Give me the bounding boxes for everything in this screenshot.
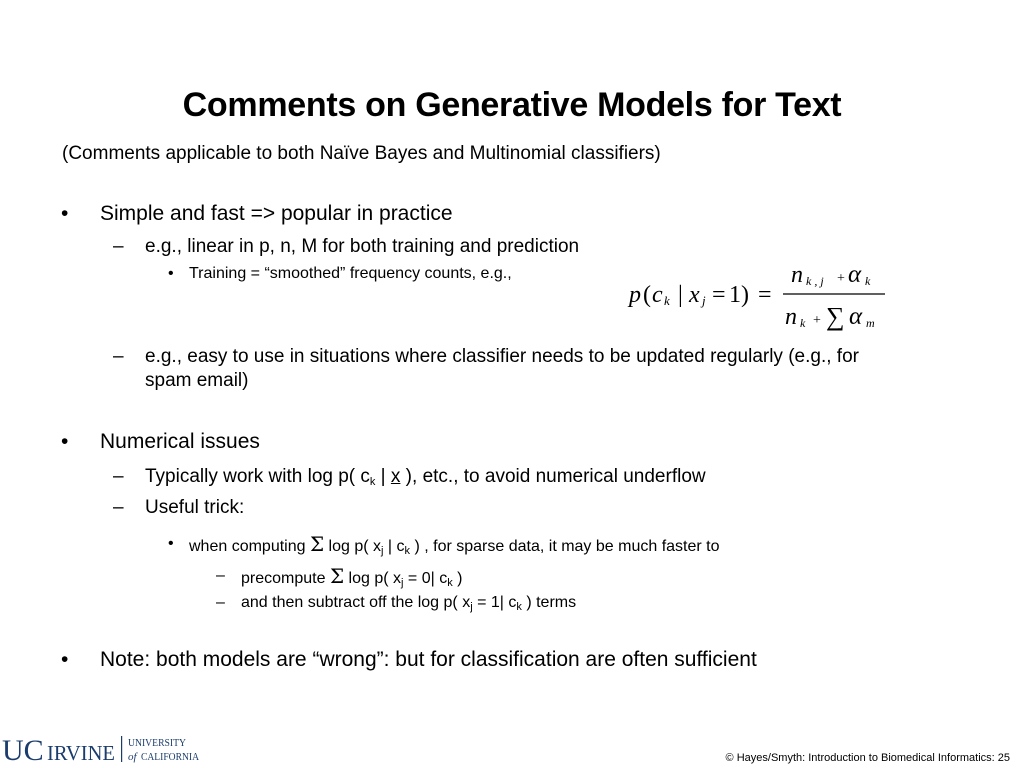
formula-one: 1 <box>729 282 741 308</box>
logo-divider <box>121 736 122 762</box>
formula-open-paren: ( <box>643 282 651 308</box>
formula-close-paren: ) <box>741 282 749 308</box>
smoothed-probability-formula <box>625 258 890 333</box>
logo-california: CALIFORNIA <box>141 751 200 763</box>
bullet-dot: • <box>61 202 69 225</box>
sigma-symbol: Σ <box>309 532 325 556</box>
bullet-text: Simple and fast => popular in practice <box>100 202 453 225</box>
sigma-symbol: Σ <box>329 564 345 588</box>
formula-k-subscript: k <box>664 293 670 308</box>
numerator-plus: + <box>837 271 845 286</box>
subbullet-text-line1: e.g., easy to use in situations where classifier needs to be updated regularly (e.g., for <box>145 346 859 367</box>
subbullet-text-line2: spam email) <box>145 370 249 391</box>
denominator-alpha: α <box>849 303 863 330</box>
formula-equals: = <box>758 282 772 308</box>
slide-title: Comments on Generative Models for Text <box>182 86 842 124</box>
subsubbullet-text: Training = “smoothed” frequency counts, e.g., <box>189 265 512 282</box>
denominator-n: n <box>785 304 797 330</box>
formula-j-subscript: j <box>702 293 706 308</box>
level4-text: and then subtract off the log p( $x_j = 1|$ $c_k$ ) terms <box>241 594 577 613</box>
subsubbullet-text: when computing Σ log p( $x_j$ | $c_k$ ) , for sparse data, it may be much faster to <box>189 532 720 557</box>
logo-irvine: IRVINE <box>47 741 115 765</box>
denominator-sum: ∑ <box>826 302 845 331</box>
bullet-dot: • <box>61 430 69 453</box>
subbullet-text: Useful trick: <box>145 497 245 518</box>
numerator-k-subscript: k <box>865 274 871 288</box>
formula-c: c <box>652 282 663 308</box>
bullet-dot: • <box>61 648 69 671</box>
formula-p: p <box>629 282 641 308</box>
formula-x: x <box>689 282 700 308</box>
logo-uc: UC <box>2 734 44 767</box>
numerator-alpha: α <box>848 261 862 288</box>
dash-marker: – <box>113 466 124 487</box>
logo-university: UNIVERSITY <box>128 737 187 749</box>
footer-copyright: © Hayes/Smyth: Introduction to Biomedical Informatics: 25 <box>725 752 1010 764</box>
dash-marker: – <box>113 346 124 367</box>
slide-subtitle: (Comments applicable to both Naïve Bayes and Multinomial classifiers) <box>62 143 661 164</box>
bullet-text: Numerical issues <box>100 430 260 453</box>
logo-of: of <box>128 751 137 763</box>
bullet-dot: • <box>168 535 174 552</box>
bullet-dot: • <box>168 265 174 282</box>
dash-marker: – <box>216 567 225 584</box>
denominator-k-subscript: k <box>800 316 806 330</box>
formula-eq-inner: = <box>712 282 726 308</box>
subbullet-text: Typically work with log p( $c_k$ | x ), etc., to avoid numerical underflow <box>145 466 706 488</box>
formula-bar: | <box>678 282 683 308</box>
numerator-kj-subscript: k , j <box>806 274 824 288</box>
dash-marker: – <box>113 497 124 518</box>
level4-text: precompute Σ log p( $x_j = 0|$ $c_k$ ) <box>241 564 463 589</box>
subbullet-text: e.g., linear in p, n, M for both training and prediction <box>145 236 580 257</box>
uc-irvine-logo <box>2 730 217 768</box>
denominator-m-subscript: m <box>866 316 875 330</box>
dash-marker: – <box>216 594 225 611</box>
dash-marker: – <box>113 236 124 257</box>
bullet-text: Note: both models are “wrong”: but for classification are often sufficient <box>100 648 757 671</box>
numerator-n: n <box>791 262 803 288</box>
denominator-plus: + <box>813 313 821 328</box>
